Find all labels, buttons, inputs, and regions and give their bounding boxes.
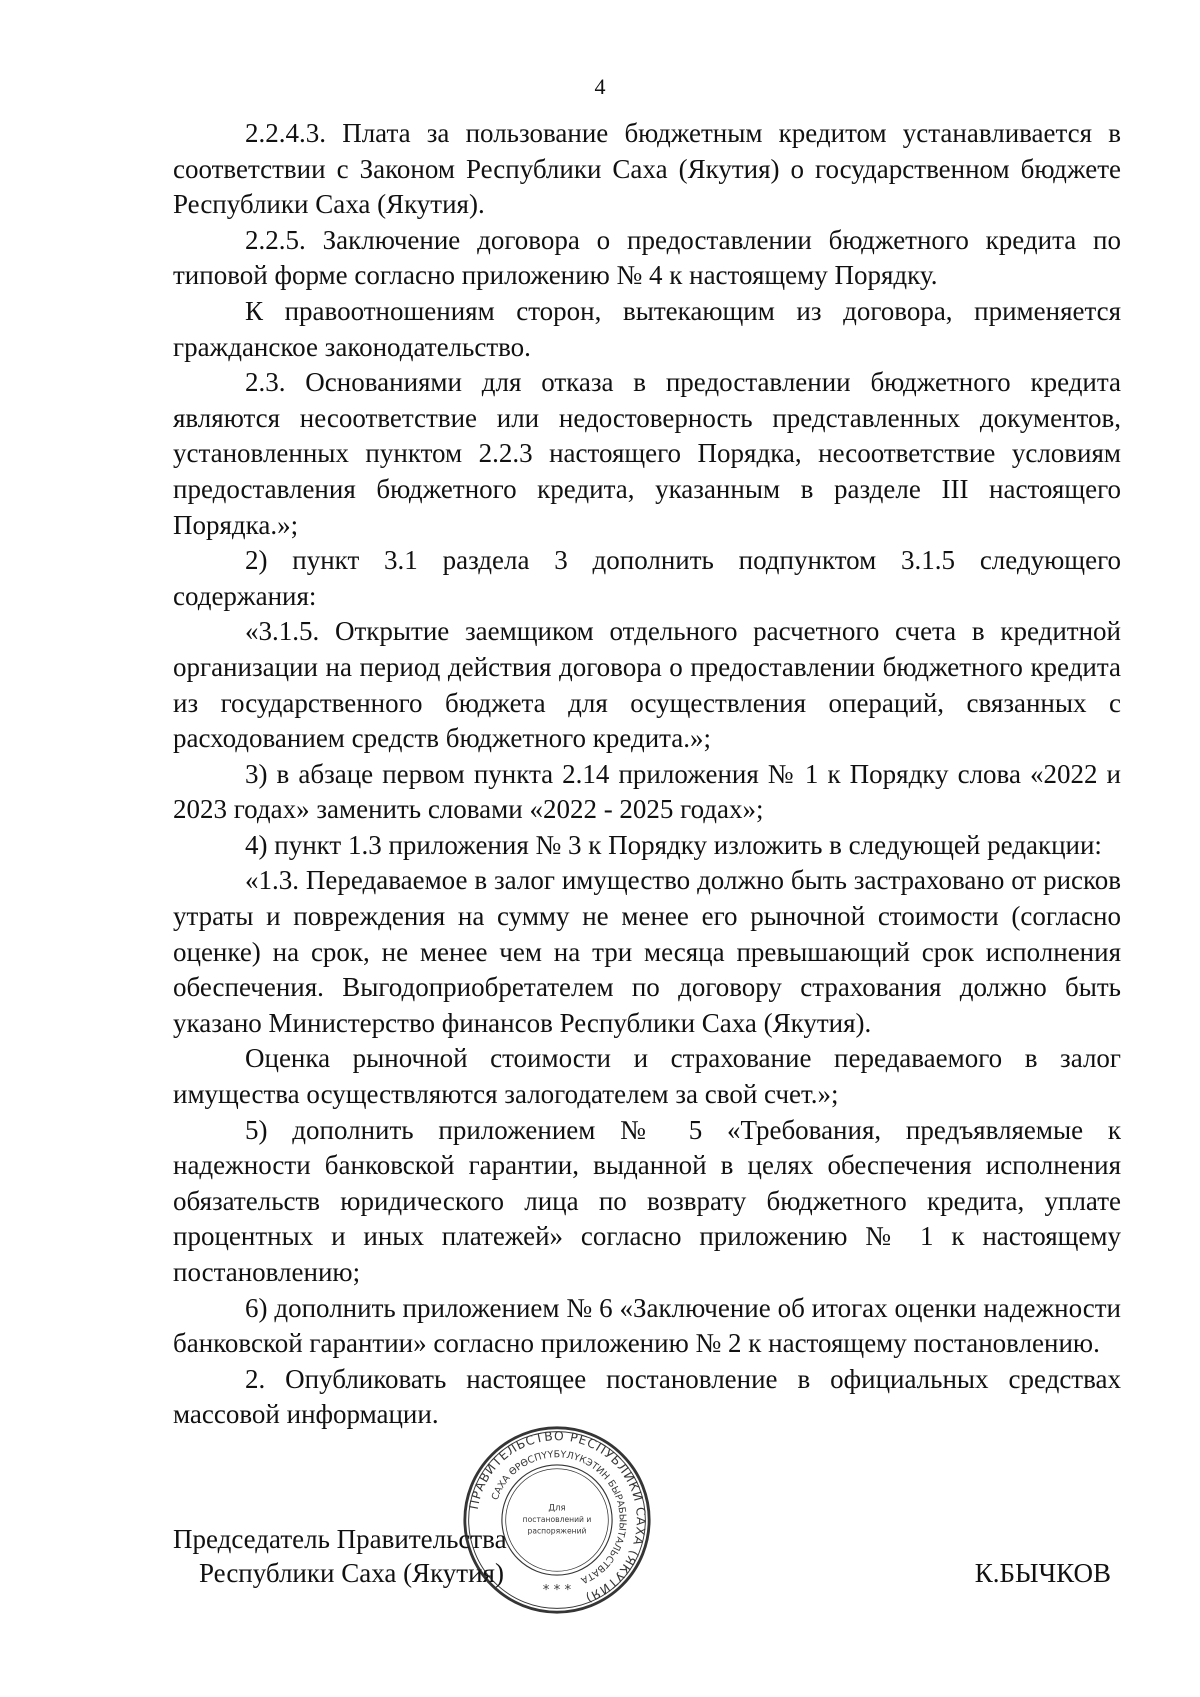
signatory-name: К.БЫЧКОВ — [974, 1558, 1111, 1588]
paragraph-legal-relations: К правоотношениям сторон, вытекающим из договора, применяется гражданское законодательство. — [173, 295, 1121, 362]
svg-text:* * *: * * * — [542, 1583, 572, 1599]
paragraph-item-5: 5) дополнить приложением № 5 «Требования, предъявляемые к надежности банковской гарантии, выданной в целях обеспечения исполнения обязательств юридического лица по возврату бюджетного кредита, уплате процентных и иных платежей» согласно приложению № 1 к настоящему постановлению; — [173, 1114, 1121, 1287]
paragraph-3-1-5: «3.1.5. Открытие заемщиком отдельного расчетного счета в кредитной организации на период действия договора о предоставлении бюджетного кредита из государственного бюджета для осуществления операций, связанных с расходованием средств бюджетного кредита.»; — [173, 616, 1121, 754]
paragraph-item-4: 4) пункт 1.3 приложения № 3 к Порядку изложить в следующей редакции: — [245, 829, 1102, 860]
paragraph-2-2-4-3: 2.2.4.3. Плата за пользование бюджетным кредитом устанавливается в соответствии с Законом Республики Саха (Якутия) о государственном бюджете Республики Саха (Якутия). — [173, 118, 1121, 220]
seal-stamp-icon — [462, 1425, 652, 1615]
signatory-title-line1: Председатель Правительства — [173, 1524, 507, 1554]
svg-text:Для: Для — [548, 1503, 566, 1514]
page-number: 4 — [594, 74, 606, 99]
official-seal — [462, 1425, 652, 1615]
svg-text:распоряжений: распоряжений — [527, 1526, 587, 1536]
svg-text:ПРАВИТЕЛЬСТВО РЕСПУБЛИКИ САХА: ПРАВИТЕЛЬСТВО РЕСПУБЛИКИ САХА (ЯКУТИЯ) — [466, 1429, 648, 1606]
paragraph-publish: 2. Опубликовать настоящее постановление в официальных средствах массовой информации. — [173, 1363, 1121, 1430]
paragraph-valuation: Оценка рыночной стоимости и страхование передаваемого в залог имущества осуществляются залогодателем за свой счет.»; — [173, 1043, 1121, 1110]
svg-text:САХА ӨРӨСПҮҮБҮЛҮКЭТИН БЫРАБЫЫТ: САХА ӨРӨСПҮҮБҮЛҮКЭТИН БЫРАБЫЫТАЛЬСТВАТА — [489, 1449, 628, 1586]
paragraph-item-3: 3) в абзаце первом пункта 2.14 приложения № 1 к Порядку слова «2022 и 2023 годах» заменить словами «2022 - 2025 годах»; — [173, 758, 1121, 825]
paragraph-2-2-5: 2.2.5. Заключение договора о предоставлении бюджетного кредита по типовой форме согласно приложению № 4 к настоящему Порядку. — [173, 224, 1121, 291]
svg-text:постановлений и: постановлений и — [522, 1514, 592, 1524]
paragraph-item-2: 2) пункт 3.1 раздела 3 дополнить подпунктом 3.1.5 следующего содержания: — [173, 545, 1121, 611]
signatory-title-line2: Республики Саха (Якутия) — [199, 1558, 504, 1588]
paragraph-item-6: 6) дополнить приложением № 6 «Заключение об итогах оценки надежности банковской гарантии» согласно приложению № 2 к настоящему постановлению. — [173, 1292, 1121, 1359]
paragraph-2-3: 2.3. Основаниями для отказа в предоставлении бюджетного кредита являются несоответствие или недостоверность представленных документов, установленных пунктом 2.2.3 настоящего Порядка, несоответствие условиям предоставления бюджетного кредита, указанным в разделе III настоящего Порядка.»; — [173, 367, 1121, 540]
document-body — [173, 116, 1121, 1433]
paragraph-1-3: «1.3. Передаваемое в залог имущество должно быть застраховано от рисков утраты и повреждения на сумму не менее его рыночной стоимости (согласно оценке) на срок, не менее чем на три месяца превышающий срок исполнения обеспечения. Выгодоприобретателем по договору страхования должно быть указано Министерство финансов Республики Саха (Якутия). — [173, 865, 1121, 1038]
